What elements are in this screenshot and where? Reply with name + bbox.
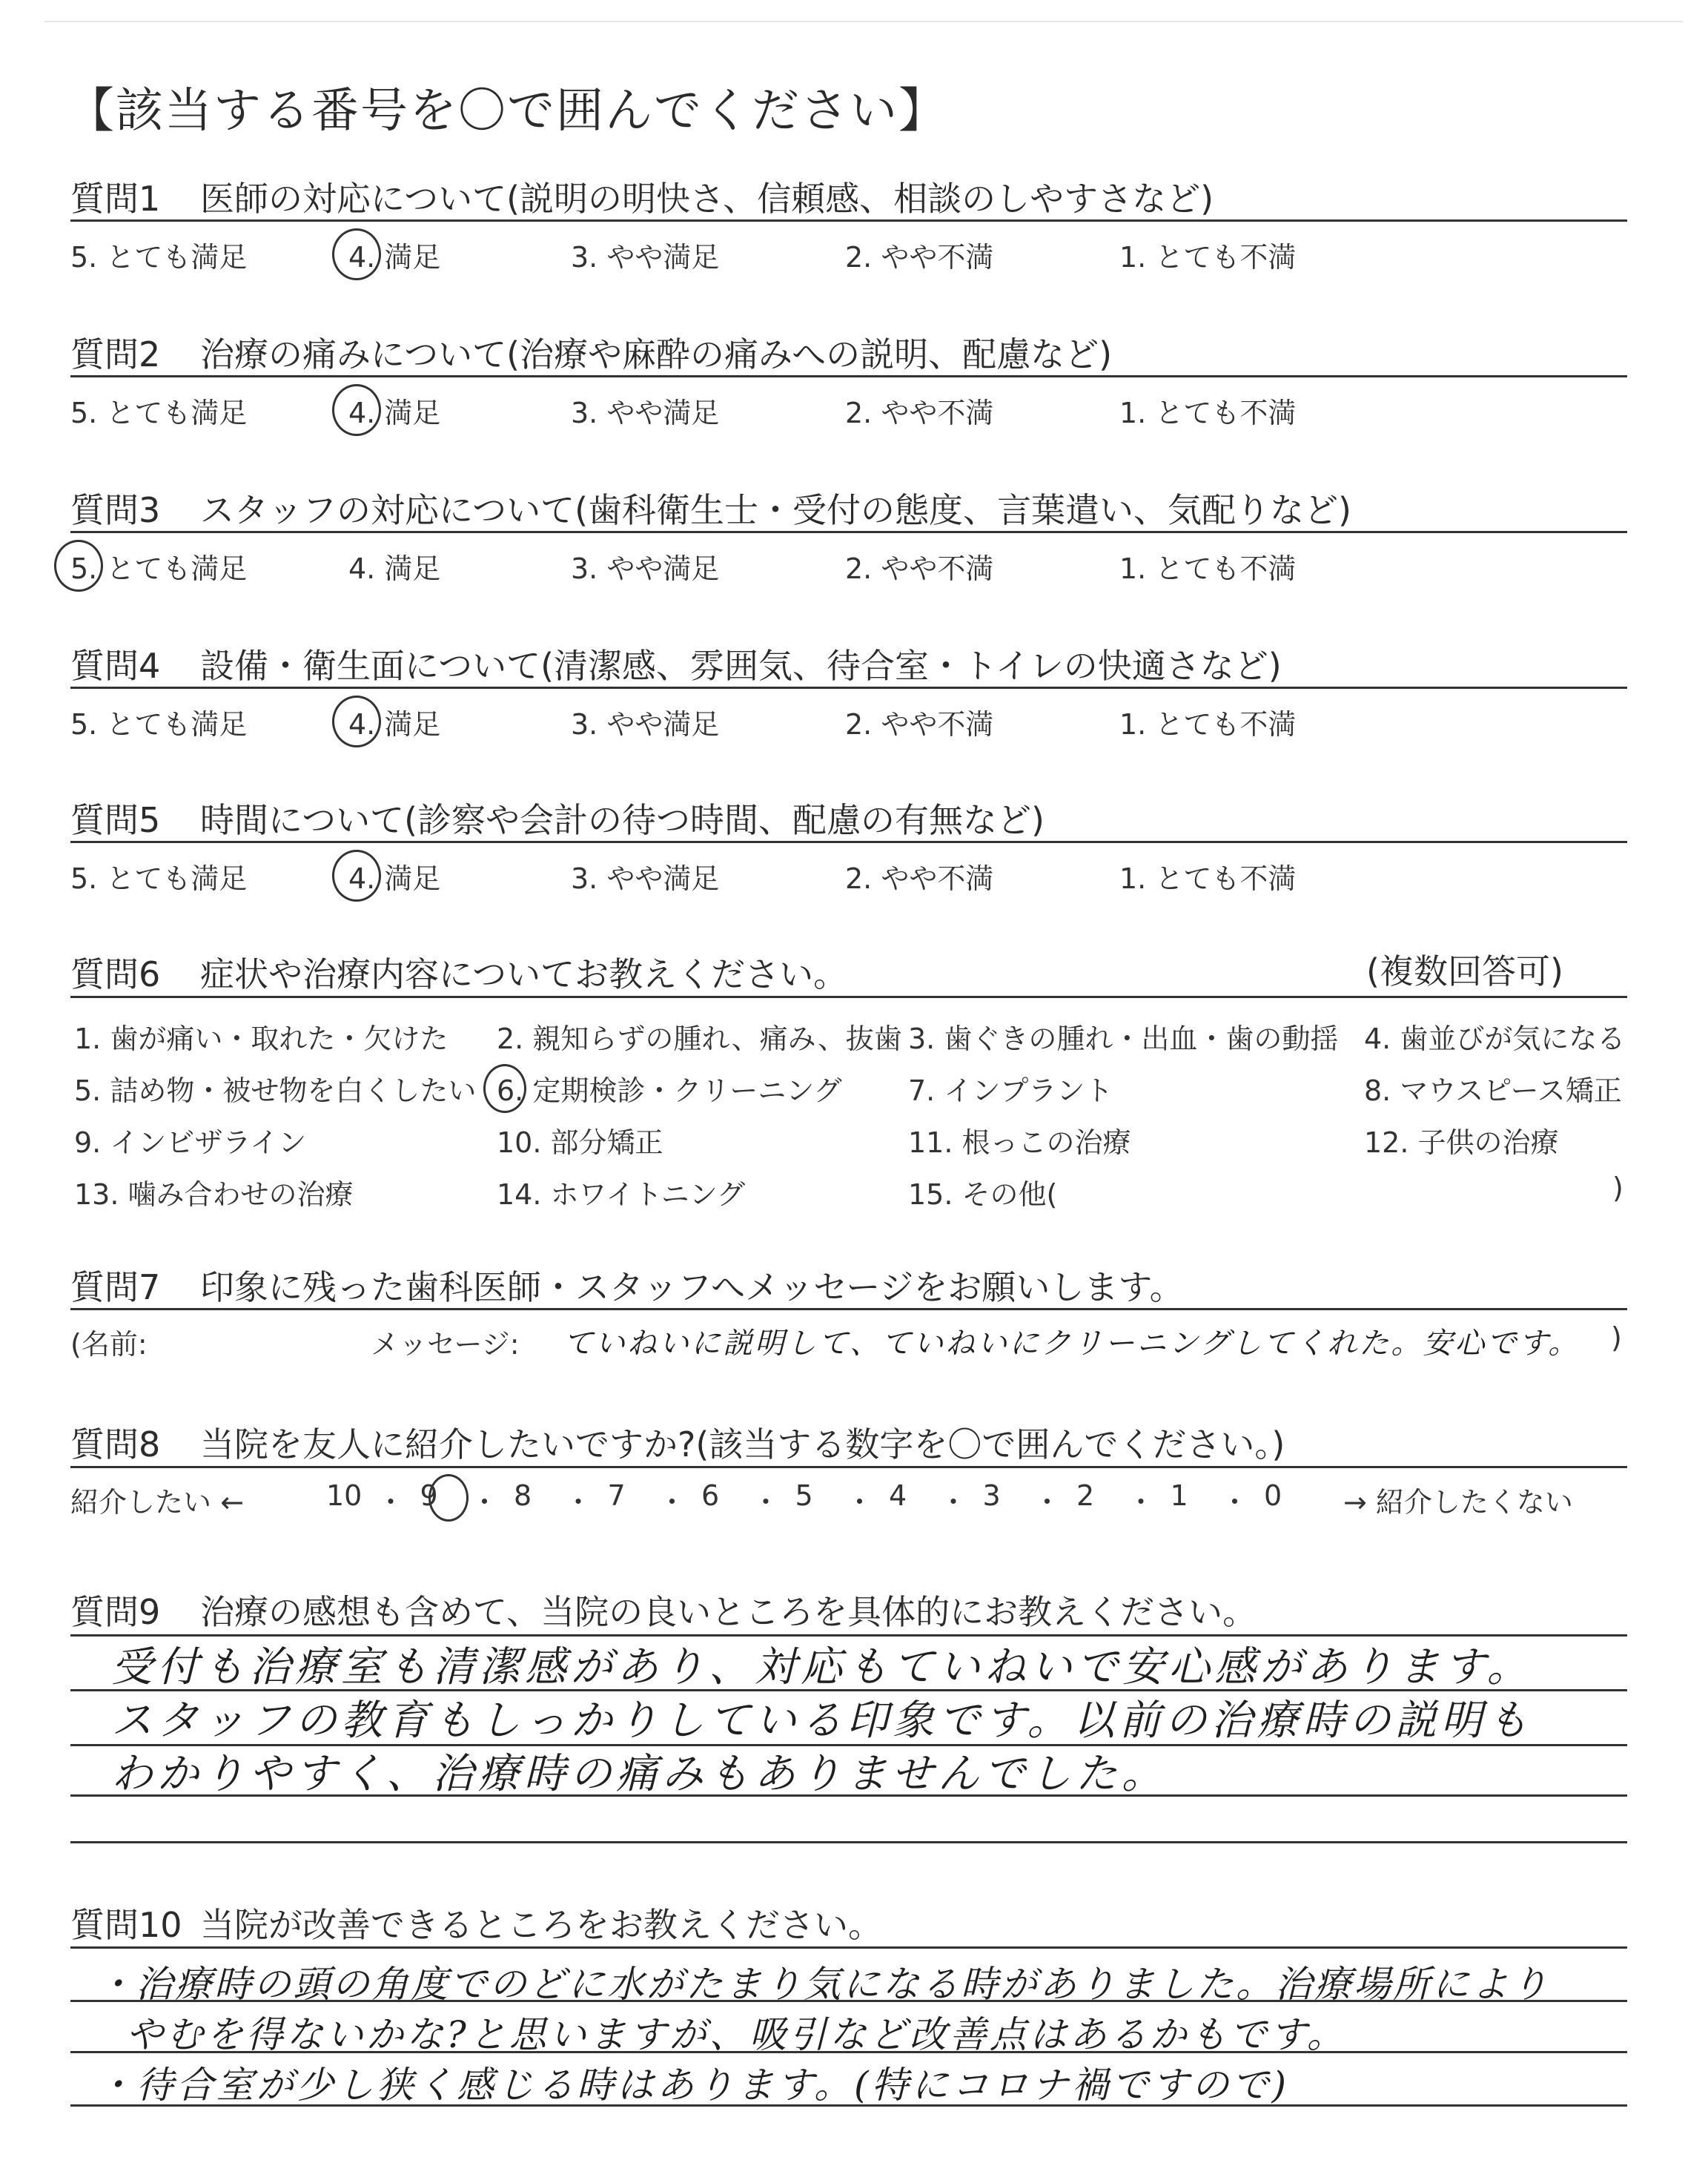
q6-option-3[interactable]: 3. 歯ぐきの腫れ・出血・歯の動揺 [908, 1023, 1339, 1055]
q6-option-8[interactable]: 8. マウスピース矯正 [1364, 1074, 1622, 1107]
q4-option-1[interactable]: 1. とても不満 [1119, 708, 1297, 741]
q3-option-2[interactable]: 2. やや不満 [845, 552, 994, 585]
q4-option-5[interactable]: 5. とても満足 [70, 708, 248, 741]
q9-heading [70, 1585, 1257, 1634]
q5-option-2[interactable]: 2. やや不満 [845, 862, 994, 895]
q8-scale-1[interactable]: 1 [1170, 1479, 1188, 1512]
q1-option-1[interactable]: 1. とても不満 [1119, 241, 1297, 274]
q1-rule [70, 219, 1627, 222]
q8-rule [70, 1466, 1627, 1468]
q3-text: スタッフの対応について(歯科衛生士・受付の態度、言葉遣い、気配りなど) [200, 490, 1351, 530]
q5-number: 質問5 [70, 800, 161, 840]
q1-option-5[interactable]: 5. とても満足 [70, 241, 248, 274]
q6-option-6[interactable]: 6. 定期検診・クリーニング [497, 1074, 842, 1107]
q8-scale-3[interactable]: 3 [982, 1479, 1001, 1512]
q8-scale-separator: ・ [1033, 1486, 1062, 1519]
q5-rule [70, 841, 1627, 843]
q2-option-1[interactable]: 1. とても不満 [1119, 397, 1297, 429]
q2-number: 質問2 [70, 334, 161, 374]
q8-scale-separator: ・ [1220, 1486, 1249, 1519]
q9-number: 質問9 [70, 1592, 161, 1632]
page-title: 【該当する番号を〇で囲んでください】 [67, 84, 947, 139]
q8-left-label: 紹介したい ← [70, 1486, 244, 1519]
q6-number: 質問6 [70, 954, 161, 994]
q8-scale-separator: ・ [470, 1486, 499, 1519]
q10-answer-line-3: ・待合室が少し狭く感じる時はあります。(特にコロナ禍ですので) [96, 2064, 1290, 2107]
q8-scale-separator: ・ [752, 1486, 781, 1519]
q8-scale-4[interactable]: 4 [889, 1479, 907, 1512]
q6-option-2[interactable]: 2. 親知らずの腫れ、痛み、抜歯 [497, 1023, 902, 1055]
q8-scale-2[interactable]: 2 [1076, 1479, 1095, 1512]
q6-answer-circle [483, 1064, 526, 1113]
q4-rule [70, 687, 1627, 689]
q3-option-5[interactable]: 5. とても満足 [70, 552, 248, 585]
q8-scale-10[interactable]: 10 [326, 1479, 363, 1512]
q10-text: 当院が改善できるところをお教えください。 [200, 1905, 882, 1945]
q5-option-3[interactable]: 3. やや満足 [571, 862, 720, 895]
q6-option-9[interactable]: 9. インビザライン [74, 1126, 307, 1159]
q10-answer-line-2: やむを得ないかな?と思いますが、吸引など改善点はあるかもです。 [126, 2013, 1347, 2056]
q8-answer-circle [428, 1474, 469, 1522]
q4-number: 質問4 [70, 646, 161, 686]
q9-text: 治療の感想も含めて、当院の良いところを具体的にお教えください。 [200, 1592, 1257, 1632]
q8-scale-separator: ・ [939, 1486, 968, 1519]
q8-text: 当院を友人に紹介したいですか?(該当する数字を〇で囲んでください。) [200, 1424, 1285, 1464]
q2-option-4[interactable]: 4. 満足 [348, 397, 441, 429]
q8-right-label: → 紹介したくない [1343, 1486, 1573, 1519]
q1-option-4[interactable]: 4. 満足 [348, 241, 441, 274]
q3-option-3[interactable]: 3. やや満足 [571, 552, 720, 585]
q6-option-5[interactable]: 5. 詰め物・被せ物を白くしたい [74, 1074, 477, 1107]
q9-rule-5 [70, 1841, 1627, 1843]
q6-option-10[interactable]: 10. 部分矯正 [497, 1126, 663, 1159]
q3-option-1[interactable]: 1. とても不満 [1119, 552, 1297, 585]
q9-answer-line-2: スタッフの教育もしっかりしている印象です。以前の治療時の説明も [111, 1697, 1533, 1745]
q1-option-2[interactable]: 2. やや不満 [845, 241, 994, 274]
q6-option-12[interactable]: 12. 子供の治療 [1364, 1126, 1559, 1159]
q2-option-3[interactable]: 3. やや満足 [571, 397, 720, 429]
q1-text: 医師の対応について(説明の明快さ、信頼感、相談のしやすさなど) [200, 179, 1214, 219]
q5-option-1[interactable]: 1. とても不満 [1119, 862, 1297, 895]
q3-number: 質問3 [70, 490, 161, 530]
q5-heading [70, 793, 1045, 842]
q8-scale-6[interactable]: 6 [701, 1479, 720, 1512]
q2-heading [70, 328, 1112, 377]
q5-option-4[interactable]: 4. 満足 [348, 862, 441, 895]
q1-heading [70, 172, 1214, 221]
q1-option-3[interactable]: 3. やや満足 [571, 241, 720, 274]
q8-scale-separator: ・ [564, 1486, 593, 1519]
q3-rule [70, 531, 1627, 533]
q6-option-13[interactable]: 13. 噛み合わせの治療 [74, 1178, 354, 1211]
q6-note: (複数回答可) [1366, 951, 1563, 991]
q4-answer-circle [332, 696, 381, 747]
q8-scale-8[interactable]: 8 [514, 1479, 532, 1512]
q4-option-4[interactable]: 4. 満足 [348, 708, 441, 741]
q6-option-15[interactable]: 15. その他( [908, 1178, 1058, 1211]
q8-scale-7[interactable]: 7 [607, 1479, 626, 1512]
q2-option-2[interactable]: 2. やや不満 [845, 397, 994, 429]
q10-heading [70, 1898, 882, 1947]
q10-number: 質問10 [70, 1905, 182, 1945]
q8-scale-0[interactable]: 0 [1264, 1479, 1282, 1512]
q8-number: 質問8 [70, 1424, 161, 1464]
q7-message: ていねいに説明して、ていねいにクリーニングしてくれた。安心です。 [563, 1327, 1580, 1361]
q7-close-paren: ) [1611, 1321, 1622, 1354]
q7-name-label: (名前: [70, 1328, 148, 1361]
q2-option-5[interactable]: 5. とても満足 [70, 397, 248, 429]
q6-option-1[interactable]: 1. 歯が痛い・取れた・欠けた [74, 1023, 448, 1055]
q6-option-11[interactable]: 11. 根っこの治療 [908, 1126, 1131, 1159]
q2-rule [70, 375, 1627, 377]
q8-scale-separator: ・ [845, 1486, 874, 1519]
q6-option-7[interactable]: 7. インプラント [908, 1074, 1113, 1107]
q8-scale-separator: ・ [377, 1486, 406, 1519]
q5-text: 時間について(診察や会計の待つ時間、配慮の有無など) [200, 800, 1045, 840]
q1-number: 質問1 [70, 179, 161, 219]
q4-option-3[interactable]: 3. やや満足 [571, 708, 720, 741]
q3-option-4[interactable]: 4. 満足 [348, 552, 441, 585]
q2-answer-circle [332, 384, 381, 436]
q1-answer-circle [332, 228, 381, 280]
q7-rule [70, 1308, 1627, 1310]
q8-scale-separator: ・ [1127, 1486, 1156, 1519]
q9-answer-line-3: わかりやすく、治療時の痛みもありませんでした。 [111, 1750, 1168, 1798]
q4-text: 設備・衛生面について(清潔感、雰囲気、待合室・トイレの快適さなど) [200, 646, 1282, 686]
q8-scale-separator: ・ [658, 1486, 686, 1519]
q6-other-close-paren: ) [1612, 1172, 1623, 1204]
q3-heading [70, 483, 1351, 532]
q7-text: 印象に残った歯科医師・スタッフへメッセージをお願いします。 [200, 1267, 1184, 1307]
q5-answer-circle [332, 850, 381, 902]
q6-rule [70, 996, 1627, 998]
q9-answer-line-1: 受付も治療室も清潔感があり、対応もていねいで安心感があります。 [111, 1643, 1533, 1691]
q6-option-14[interactable]: 14. ホワイトニング [497, 1178, 746, 1211]
q8-scale-9[interactable]: 9 [420, 1479, 438, 1512]
q7-number: 質問7 [70, 1267, 161, 1307]
top-border [44, 21, 1683, 22]
q6-option-4[interactable]: 4. 歯並びが気になる [1364, 1023, 1626, 1055]
q5-option-5[interactable]: 5. とても満足 [70, 862, 248, 895]
q7-heading [70, 1261, 1184, 1309]
q7-message-label: メッセージ: [371, 1328, 520, 1361]
q4-option-2[interactable]: 2. やや不満 [845, 708, 994, 741]
q10-answer-line-1: ・治療時の頭の角度でのどに水がたまり気になる時がありました。治療場所により [96, 1963, 1550, 2006]
q6-text: 症状や治療内容についてお教えください。 [200, 954, 848, 994]
q6-heading [70, 948, 847, 997]
q10-rule-1 [70, 1946, 1627, 1949]
q8-scale-5[interactable]: 5 [795, 1479, 813, 1512]
q4-heading [70, 639, 1282, 688]
q8-heading [70, 1418, 1285, 1467]
q3-answer-circle [54, 540, 103, 592]
q2-text: 治療の痛みについて(治療や麻酔の痛みへの説明、配慮など) [200, 334, 1113, 374]
